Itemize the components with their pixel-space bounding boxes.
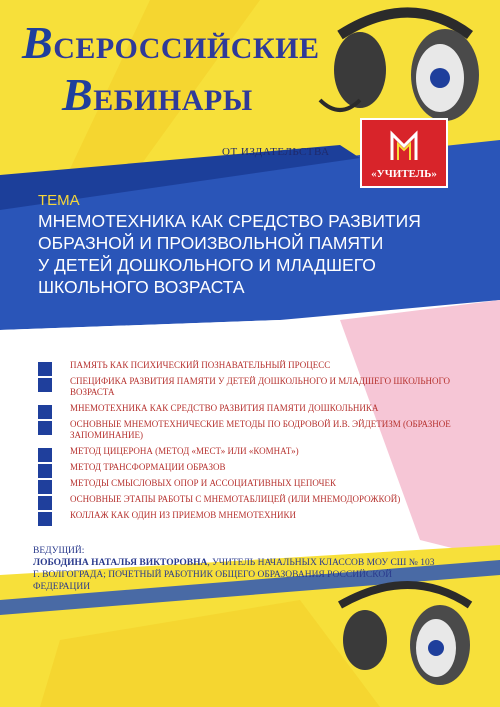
title-rest-1: СЕРОССИЙСКИЕ (53, 32, 320, 65)
list-item (38, 446, 458, 457)
list-item-text: МЕТОД ТРАНСФОРМАЦИИ ОБРАЗОВ (70, 462, 226, 472)
list-item-text: ОСНОВНЫЕ ЭТАПЫ РАБОТЫ С МНЕМОТАБЛИЦЕЙ (ИЛИ МНЕМОДОРОЖКОЙ) (70, 494, 401, 504)
list-item-text: МНЕМОТЕХНИКА КАК СРЕДСТВО РАЗВИТИЯ ПАМЯТИ ДОШКОЛЬНИКА (70, 403, 379, 413)
list-item (38, 403, 458, 414)
topic-label: ТЕМА (38, 192, 80, 209)
list-item-text: СПЕЦИФИКА РАЗВИТИЯ ПАМЯТИ У ДЕТЕЙ ДОШКОЛЬНОГО И МЛАДШЕГО ШКОЛЬНОГО ВОЗРАСТА (70, 376, 451, 397)
bullet-square-icon (38, 464, 52, 478)
bullet-square-icon (38, 405, 52, 419)
bullet-square-icon (38, 512, 52, 526)
list-item (38, 360, 458, 371)
title-line-1 (22, 17, 320, 68)
publisher-logo (360, 118, 448, 188)
topic-line: ШКОЛЬНОГО ВОЗРАСТА (38, 277, 245, 297)
host-info (33, 545, 443, 593)
topic-line: МНЕМОТЕХНИКА КАК СРЕДСТВО РАЗВИТИЯ (38, 211, 421, 231)
title-line-2 (62, 69, 253, 120)
list-item (38, 510, 458, 521)
list-item-text: МЕТОД ЦИЦЕРОНА (МЕТОД «МЕСТ» ИЛИ «КОМНАТ») (70, 446, 299, 456)
logo-text: «УЧИТЕЛЬ» (371, 168, 437, 180)
list-item (38, 376, 458, 398)
list-item-text: ОСНОВНЫЕ МНЕМОТЕХНИЧЕСКИЕ МЕТОДЫ ПО БОДРОВОЙ И.В. ЭЙДЕТИЗМ (ОБРАЗНОЕ ЗАПОМИНАНИЕ) (70, 419, 451, 440)
bullet-square-icon (38, 362, 52, 376)
bullet-square-icon (38, 448, 52, 462)
host-label: ВЕДУЩИЙ: (33, 546, 85, 556)
publisher-label: ОТ ИЗДАТЕЛЬСТВА (222, 146, 330, 158)
topic-line: ОБРАЗНОЙ И ПРОИЗВОЛЬНОЙ ПАМЯТИ (38, 233, 384, 253)
list-item-text: ПАМЯТЬ КАК ПСИХИЧЕСКИЙ ПОЗНАВАТЕЛЬНЫЙ ПРОЦЕСС (70, 360, 331, 370)
host-name: ЛОБОДИНА НАТАЛЬЯ ВИКТОРОВНА (33, 558, 208, 568)
bullet-square-icon (38, 378, 52, 392)
topic-title (38, 210, 458, 298)
list-item (38, 478, 458, 489)
host-details-block (33, 557, 443, 593)
title-cap-2: В (62, 69, 94, 120)
bullet-square-icon (38, 480, 52, 494)
bullet-square-icon (38, 421, 52, 435)
title-cap-1: В (22, 17, 54, 68)
list-item-text: КОЛЛАЖ КАК ОДИН ИЗ ПРИЕМОВ МНЕМОТЕХНИКИ (70, 510, 297, 520)
host-details: , УЧИТЕЛЬ НАЧАЛЬНЫХ КЛАССОВ МОУ СШ № 103 Г. ВОЛГОГРАДА; ПОЧЕТНЫЙ РАБОТНИК ОБЩЕГО ОБРАЗОВАНИЯ РОССИЙСКОЙ ФЕДЕРАЦИИ (33, 558, 435, 592)
topic-line: У ДЕТЕЙ ДОШКОЛЬНОГО И МЛАДШЕГО (38, 255, 376, 275)
list-item (38, 494, 458, 505)
logo-emblem-icon (362, 120, 446, 170)
list-item (38, 462, 458, 473)
list-item-text: МЕТОДЫ СМЫСЛОВЫХ ОПОР И АССОЦИАТИВНЫХ ЦЕПОЧЕК (70, 478, 336, 488)
title-rest-2: ЕБИНАРЫ (93, 84, 253, 117)
bullet-square-icon (38, 496, 52, 510)
program-list (38, 360, 458, 526)
list-item (38, 419, 458, 441)
